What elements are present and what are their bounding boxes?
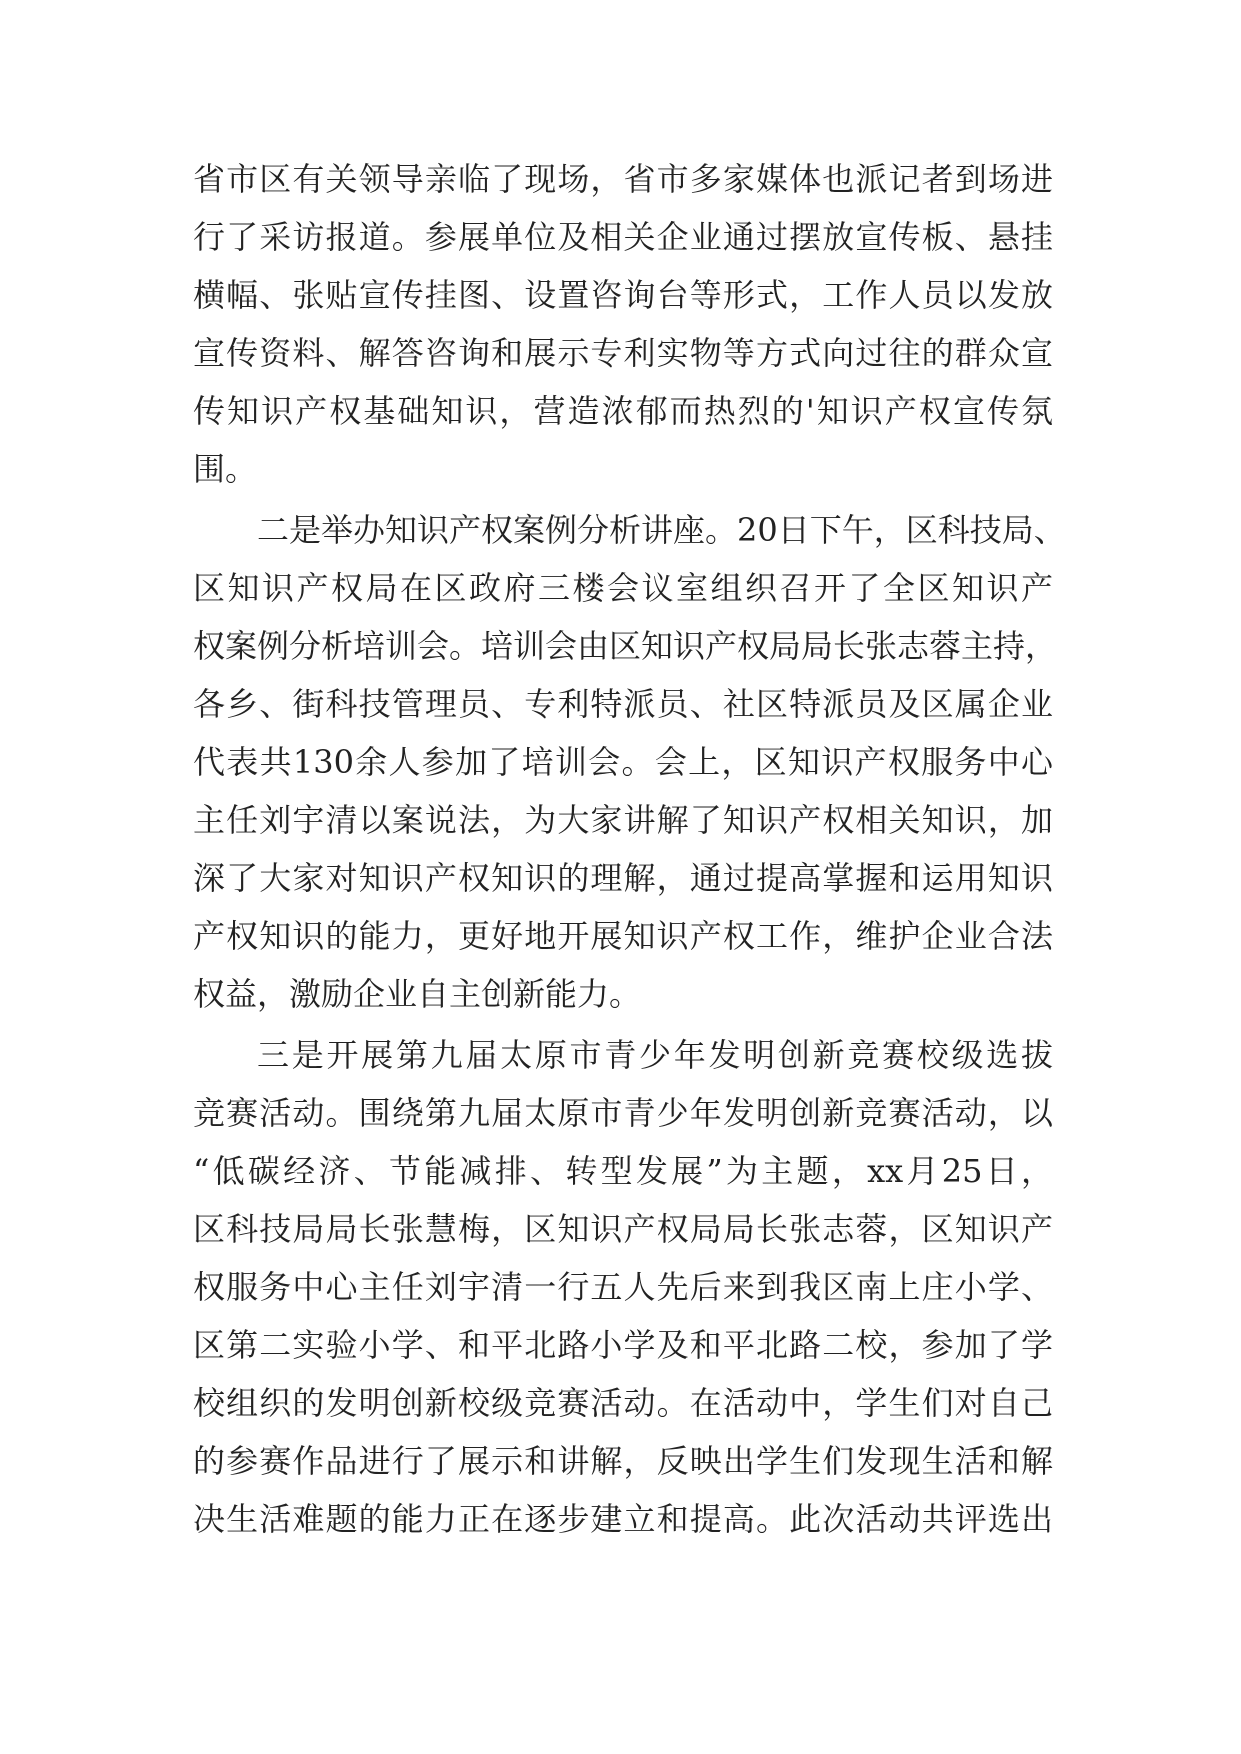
paragraph-line: 校组织的发明创新校级竞赛活动。在活动中，学生们对自己 [193,1384,1053,1422]
paragraph-line: 各乡、街科技管理员、专利特派员、社区特派员及区属企业 [193,685,1053,723]
paragraph-line: 围。 [193,450,258,488]
paragraph-line: 产权知识的能力，更好地开展知识产权工作，维护企业合法 [193,917,1053,955]
paragraph-line: 区知识产权局在区政府三楼会议室组织召开了全区知识产 [193,569,1053,607]
paragraph-line: 权益，激励企业自主创新能力。 [193,975,642,1013]
paragraph-3 [193,1026,1053,1548]
paragraph-line: 主任刘宇清以案说法，为大家讲解了知识产权相关知识，加 [193,801,1053,839]
paragraph-line: 的参赛作品进行了展示和讲解，反映出学生们发现生活和解 [193,1442,1053,1480]
paragraph-2 [193,501,1066,1023]
paragraph-line: 权案例分析培训会。培训会由区知识产权局局长张志蓉主持， [193,627,1058,665]
paragraph-line: 三是开展第九届太原市青少年发明创新竞赛校级选拔 [257,1036,1053,1074]
paragraph-line: 竞赛活动。围绕第九届太原市青少年发明创新竞赛活动，以 [193,1094,1053,1132]
paragraph-line: 决生活难题的能力正在逐步建立和提高。此次活动共评选出 [193,1500,1053,1538]
paragraph-1 [193,150,1053,498]
paragraph-line: 行了采访报道。参展单位及相关企业通过摆放宣传板、悬挂 [193,218,1053,256]
paragraph-line: “低碳经济、节能减排、转型发展”为主题，xx月25日， [193,1152,1053,1190]
paragraph-line: 区第二实验小学、和平北路小学及和平北路二校，参加了学 [193,1326,1053,1364]
paragraph-line: 深了大家对知识产权知识的理解，通过提高掌握和运用知识 [193,859,1053,897]
paragraph-line: 宣传资料、解答咨询和展示专利实物等方式向过往的群众宣 [193,334,1053,372]
document-body [193,150,1066,1548]
paragraph-line: 代表共130余人参加了培训会。会上，区知识产权服务中心 [193,743,1053,781]
paragraph-line: 区科技局局长张慧梅，区知识产权局局长张志蓉，区知识产 [193,1210,1053,1248]
paragraph-line: 传知识产权基础知识，营造浓郁而热烈的'知识产权宣传氛 [193,392,1053,430]
paragraph-line: 横幅、张贴宣传挂图、设置咨询台等形式，工作人员以发放 [193,276,1053,314]
paragraph-line: 省市区有关领导亲临了现场，省市多家媒体也派记者到场进 [193,160,1053,198]
paragraph-line: 二是举办知识产权案例分析讲座。20日下午，区科技局、 [257,511,1066,549]
paragraph-line: 权服务中心主任刘宇清一行五人先后来到我区南上庄小学、 [193,1268,1053,1306]
